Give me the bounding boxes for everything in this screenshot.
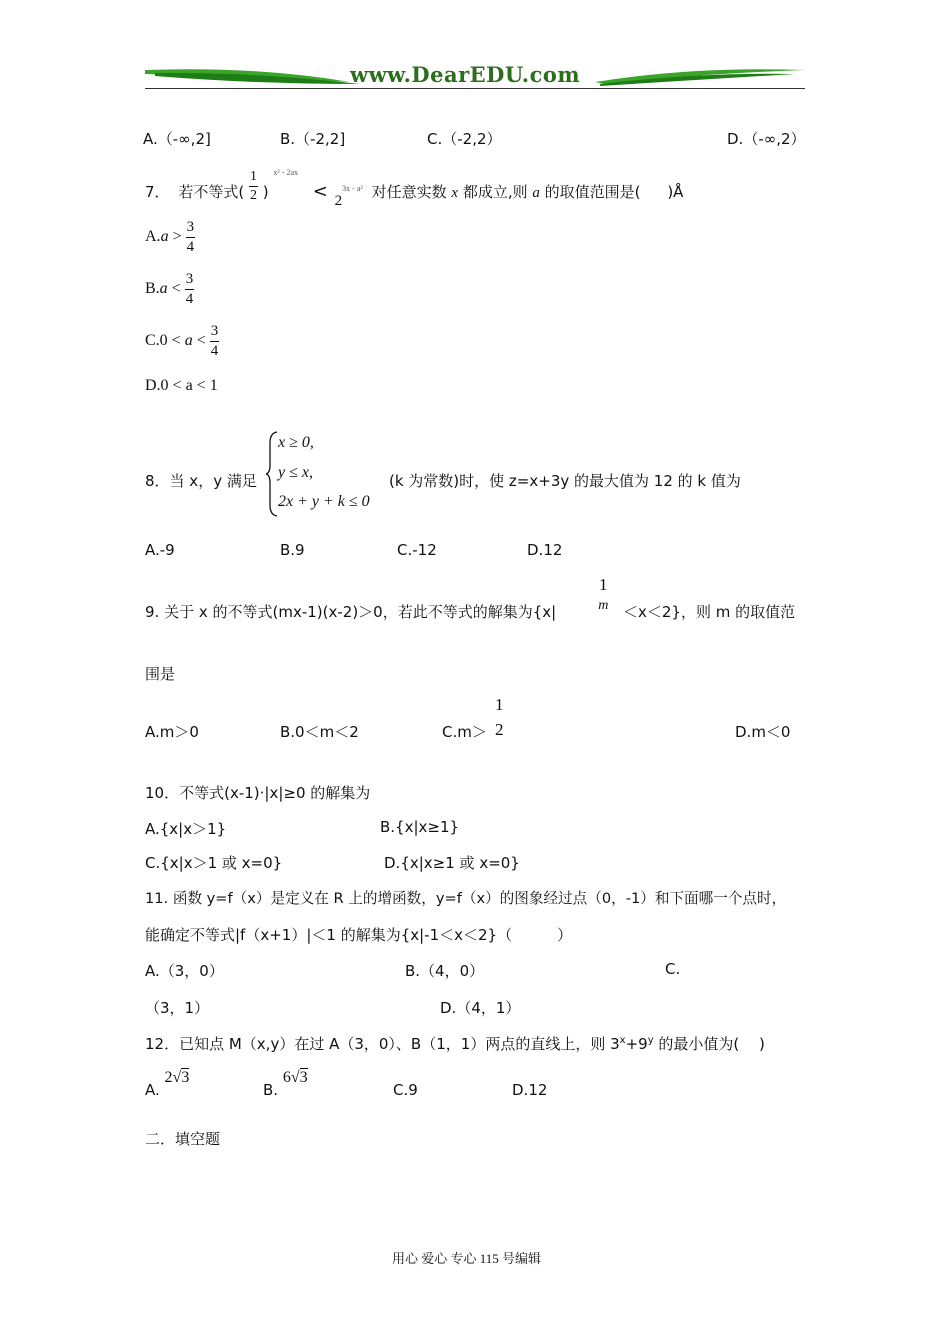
q8-constraint-3: 2x + y + k ≤ 0 — [278, 493, 370, 510]
q12-option-b-radical: 6√3 — [282, 1069, 308, 1086]
q9-option-c: C.m＞ — [442, 723, 487, 741]
q11-stem-1: 11. 函数 y=f（x）是定义在 R 上的增函数，y=f（x）的图象经过点（0，-1）和下面哪一个点时， — [145, 890, 787, 907]
section-heading-fill-in: 二．填空题 — [145, 1130, 221, 1148]
q7-text4: )Å — [667, 183, 684, 201]
q8-option-c: C.-12 — [397, 541, 437, 559]
q9-option-a: A.m＞0 — [145, 723, 199, 741]
q9-fraction-1-over-m: 1 m — [598, 575, 609, 613]
q12-stem: 12．已知点 M（x,y）在过 A（3，0）、B（1，1）两点的直线上，则 $3^x+9^y$ 的最小值为( ) — [145, 1035, 765, 1053]
q8-stem-prefix: 8．当 x，y 满足 — [145, 472, 257, 490]
q9-option-b: B.0＜m＜2 — [280, 723, 359, 741]
q9-stem-1: 9. 关于 x 的不等式(mx-1)(x-2)＞0，若此不等式的解集为{x| — [145, 603, 557, 621]
q11-option-c-value: （3，1） — [145, 999, 210, 1017]
q9-option-d: D.m＜0 — [735, 723, 791, 741]
q7-option-b: B.a < $\frac{3}{4}$ — [145, 271, 194, 307]
q9-stem-2: ＜x＜2}，则 m 的取值范 — [623, 603, 796, 621]
q11-stem-2: 能确定不等式|f（x+1）|＜1 的解集为{x|-1＜x＜2}（ ） — [145, 926, 573, 944]
leaf-swoosh-right-icon — [595, 64, 805, 88]
header-rule — [145, 88, 805, 89]
q10-stem: 10．不等式(x-1)·|x|≥0 的解集为 — [145, 784, 371, 802]
q10-option-b: B.{x|x≥1} — [380, 818, 460, 836]
q7-fraction-half: $\frac{1}{2}$ — [249, 169, 257, 203]
q7-exponent-2: 3x - a² — [342, 184, 363, 193]
q8-option-d: D.12 — [527, 541, 563, 559]
sqrt-icon: √ — [172, 1069, 182, 1086]
q10-option-a: A.{x|x＞1} — [145, 820, 227, 838]
q9-stem-3: 围是 — [145, 665, 176, 683]
q8-constraint-1: x ≥ 0, — [278, 434, 314, 451]
q7-prefix: 若不等式( — [178, 183, 245, 201]
q8-option-a: A.-9 — [145, 541, 175, 559]
q12-option-c: C.9 — [393, 1081, 418, 1099]
q7-less-than: < — [312, 181, 328, 202]
q7-text: 对任意实数 — [371, 183, 447, 201]
q11-option-b: B.（4，0） — [405, 962, 485, 980]
q6-option-c: C.（-2,2） — [427, 130, 502, 148]
q7-option-c: C.0 < a < $\frac{3}{4}$ — [145, 323, 219, 359]
q11-option-c: C. — [665, 960, 681, 978]
q7-option-d: D.0 < a < 1 — [145, 377, 218, 394]
q7-base-2: 2 — [334, 193, 343, 209]
q10-option-d: D.{x|x≥1 或 x=0} — [384, 854, 520, 872]
q7-stem — [145, 162, 684, 209]
sqrt-icon: √ — [290, 1069, 300, 1086]
page-footer: 用心 爱心 专心 115 号编辑 — [392, 1251, 542, 1266]
q6-option-d: D.（-∞,2） — [727, 130, 806, 148]
header-banner — [145, 62, 805, 90]
q7-text3: 的取值范围是( — [544, 183, 641, 201]
q9-option-c-fraction: 1 2 — [495, 695, 504, 739]
q6-option-b: B.（-2,2] — [280, 130, 346, 148]
q12-sup-y: y — [647, 1035, 654, 1046]
q11-option-a: A.（3，0） — [145, 962, 224, 980]
q10-option-c: C.{x|x＞1 或 x=0} — [145, 854, 283, 872]
q7-text2: 都成立,则 — [462, 183, 528, 201]
q7-close-paren: ) — [262, 183, 269, 201]
q7-option-a: A.a > $\frac{3}{4}$ — [145, 219, 195, 255]
q7-number: 7． — [145, 183, 170, 201]
q7-exponent-1: x² - 2ax — [273, 168, 299, 177]
q8-stem-rest: (k 为常数)时，使 z=x+3y 的最大值为 12 的 k 值为 — [389, 472, 741, 490]
leaf-swoosh-left-icon — [145, 64, 365, 88]
q8-option-b: B.9 — [280, 541, 305, 559]
q12-sup-x: x — [619, 1035, 626, 1046]
q11-option-d: D.（4，1） — [440, 999, 521, 1017]
q8-constraint-2: y ≤ x, — [278, 464, 313, 481]
q12-option-a: A. 2√3 — [145, 1069, 190, 1099]
q12-option-b: B. 6√3 — [263, 1069, 308, 1099]
q7-var-a: a — [532, 185, 540, 201]
q7-var-x: x — [451, 185, 459, 201]
logo-text: www.DearEDU.com — [350, 62, 581, 87]
q8-brace-icon — [266, 431, 278, 517]
q6-option-a: A.（-∞,2] — [143, 130, 211, 148]
q12-option-d: D.12 — [512, 1081, 548, 1099]
q12-option-a-radical: 2√3 — [164, 1069, 190, 1086]
